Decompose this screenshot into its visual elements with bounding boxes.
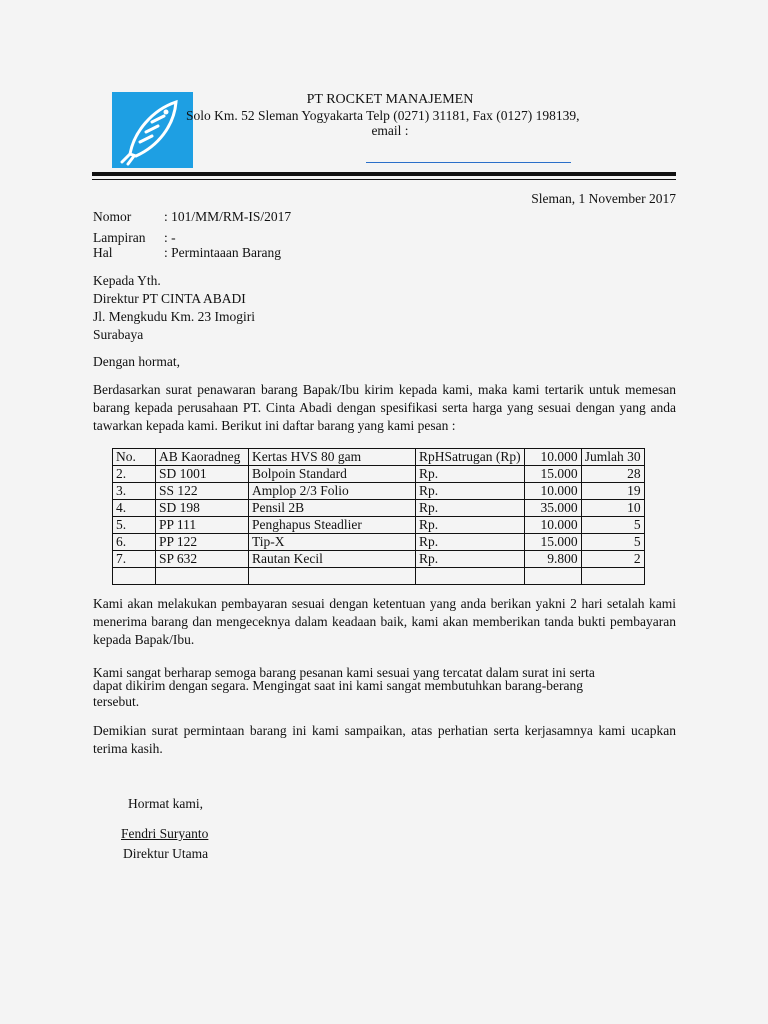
table-cell: No.	[113, 449, 156, 466]
table-cell: 15.000	[524, 534, 581, 551]
paragraph-hope-line-3: tersebut.	[93, 694, 140, 709]
lampiran-value: : -	[164, 230, 176, 245]
table-cell: 5.	[113, 517, 156, 534]
nomor-value: : 101/MM/RM-IS/2017	[164, 209, 292, 224]
table-cell: AB Kaoradneg	[156, 449, 249, 466]
signer-title: Direktur Utama	[123, 846, 209, 861]
table-row	[113, 466, 645, 483]
header-rule-thin	[92, 179, 676, 180]
table-row	[113, 568, 645, 585]
company-name: PT ROCKET MANAJEMEN	[306, 92, 474, 107]
table-cell: Rp.	[416, 483, 525, 500]
table-cell: 4.	[113, 500, 156, 517]
paragraph-intro: Berdasarkan surat penawaran barang Bapak/Ibu kirim kepada kami, maka kami tertarik untuk memesan barang kepada perusahaan PT. Cinta Abadi dengan spesifikasi serta harga yang sesuai dengan yang anda tawarkan kepada kami. Berikut ini daftar barang yang kami pesan :	[93, 382, 676, 433]
table-cell: 9.800	[524, 551, 581, 568]
table-cell: 10.000	[524, 483, 581, 500]
table-cell: 6.	[113, 534, 156, 551]
table-cell: SD 198	[156, 500, 249, 517]
table-cell: Kertas HVS 80 gam	[249, 449, 416, 466]
table-cell: 7.	[113, 551, 156, 568]
recipient-line-3: Jl. Mengkudu Km. 23 Imogiri	[93, 309, 255, 324]
table-cell: 2	[581, 551, 644, 568]
table-row	[113, 517, 645, 534]
table-cell: Rautan Kecil	[249, 551, 416, 568]
lampiran-label: Lampiran	[93, 230, 146, 245]
signer-name: Fendri Suryanto	[121, 826, 209, 841]
hal-label: Hal	[93, 245, 113, 260]
table-cell: SD 1001	[156, 466, 249, 483]
table-cell: Rp.	[416, 500, 525, 517]
table-cell: Bolpoin Standard	[249, 466, 416, 483]
table-row	[113, 534, 645, 551]
table-cell: Rp.	[416, 551, 525, 568]
table-cell: Rp.	[416, 466, 525, 483]
table-cell: 5	[581, 517, 644, 534]
table-cell: 5	[581, 534, 644, 551]
table-cell: 35.000	[524, 500, 581, 517]
table-cell	[156, 568, 249, 585]
recipient-line-4: Surabaya	[93, 327, 144, 342]
table-cell: 3.	[113, 483, 156, 500]
table-cell: Amplop 2/3 Folio	[249, 483, 416, 500]
table-cell: Jumlah 30	[581, 449, 644, 466]
table-cell: Pensil 2B	[249, 500, 416, 517]
company-email-label: email :	[371, 123, 409, 138]
email-link-underline	[366, 162, 571, 163]
table-cell: RpHSatrugan (Rp)	[416, 449, 525, 466]
table-cell	[416, 568, 525, 585]
company-address: Solo Km. 52 Sleman Yogyakarta Telp (0271) 31181, Fax (0127) 198139,	[186, 108, 580, 123]
table-cell: Tip-X	[249, 534, 416, 551]
closing-salutation: Hormat kami,	[128, 796, 203, 811]
table-cell: 10	[581, 500, 644, 517]
table-cell: Rp.	[416, 534, 525, 551]
recipient-line-1: Kepada Yth.	[93, 273, 161, 288]
table-cell: 15.000	[524, 466, 581, 483]
table-cell: Rp.	[416, 517, 525, 534]
paragraph-payment: Kami akan melakukan pembayaran sesuai dengan ketentuan yang anda berikan yakni 2 hari setalah kami menerima barang dan mengeceknya dalam keadaan baik, kami akan memberikan tanda bukti pembayaran kepada Bapak/Ibu.	[93, 596, 676, 647]
nomor-label: Nomor	[93, 209, 132, 224]
table-cell	[524, 568, 581, 585]
table-cell: 10.000	[524, 449, 581, 466]
table-cell: 28	[581, 466, 644, 483]
recipient-line-2: Direktur PT CINTA ABADI	[93, 291, 246, 306]
table-cell	[581, 568, 644, 585]
table-cell	[113, 568, 156, 585]
table-row	[113, 500, 645, 517]
table-cell: SP 632	[156, 551, 249, 568]
table-cell: PP 122	[156, 534, 249, 551]
paragraph-closing: Demikian surat permintaan barang ini kami sampaikan, atas perhatian serta kerjasamnya kami ucapkan terima kasih.	[93, 723, 676, 756]
company-logo	[112, 92, 193, 168]
table-cell: 19	[581, 483, 644, 500]
paragraph-hope-line-2: dapat dikirim dengan segara. Mengingat saat ini kami sangat membutuhkan barang-berang	[93, 678, 583, 693]
table-row	[113, 483, 645, 500]
table-row	[113, 551, 645, 568]
paragraph-hope-line-1: Kami sangat berharap semoga barang pesanan kami sesuai yang tercatat dalam surat ini serta	[93, 665, 595, 680]
table-cell: 10.000	[524, 517, 581, 534]
table-cell: PP 111	[156, 517, 249, 534]
fish-logo-icon	[112, 92, 193, 168]
letter-date: Sleman, 1 November 2017	[531, 191, 676, 206]
table-cell	[249, 568, 416, 585]
greeting: Dengan hormat,	[93, 354, 180, 369]
table-header-row	[113, 449, 645, 466]
hal-value: : Permintaaan Barang	[164, 245, 281, 260]
header-rule-thick	[92, 172, 676, 176]
items-table	[112, 448, 645, 585]
table-cell: 2.	[113, 466, 156, 483]
table-cell: Penghapus Steadlier	[249, 517, 416, 534]
table-cell: SS 122	[156, 483, 249, 500]
